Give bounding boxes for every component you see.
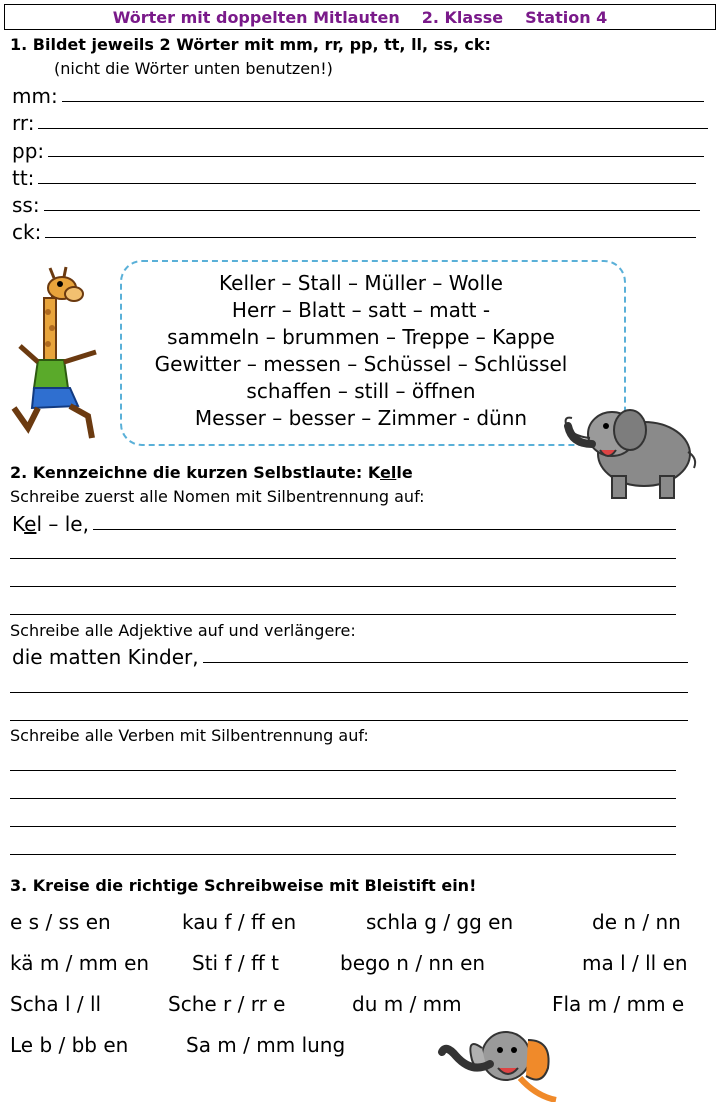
task1-subtitle: (nicht die Wörter unten benutzen!) — [54, 59, 333, 78]
adjectives-example-line[interactable] — [12, 643, 688, 669]
answer-line[interactable] — [10, 692, 688, 693]
station-label: Station 4 — [525, 7, 608, 27]
answer-line[interactable] — [10, 770, 676, 771]
answer-label: ss: — [12, 193, 40, 217]
spelling-option[interactable]: kä m / mm en — [10, 951, 150, 975]
answer-line[interactable] — [10, 558, 676, 559]
answer-line[interactable] — [10, 586, 676, 587]
task3-title: 3. Kreise die richtige Schreibweise mit Bleistift ein! — [10, 876, 477, 895]
word-list-line: Keller – Stall – Müller – Wolle — [219, 271, 503, 295]
spelling-option[interactable]: de n / nn — [592, 910, 681, 934]
nouns-example: Kel – le, — [12, 512, 89, 536]
word-list-line: Gewitter – messen – Schüssel – Schlüssel — [154, 352, 568, 376]
spelling-option[interactable]: kau f / ff en — [182, 910, 297, 934]
instruction-nouns: Schreibe zuerst alle Nomen mit Silbentrennung auf: — [10, 487, 425, 506]
worksheet-title: Wörter mit doppelten Mitlauten — [112, 7, 400, 27]
answer-label: pp: — [12, 139, 45, 163]
answer-line-ck[interactable] — [12, 218, 696, 244]
spelling-option[interactable]: schla g / gg en — [366, 910, 514, 934]
nouns-example-line[interactable] — [12, 510, 676, 536]
instruction-adjectives: Schreibe alle Adjektive auf und verlängere: — [10, 621, 356, 640]
answer-line[interactable] — [10, 854, 676, 855]
answer-label: tt: — [12, 166, 35, 190]
spelling-option[interactable]: Sche r / rr e — [168, 992, 286, 1016]
word-list-line: schaffen – still – öffnen — [246, 379, 476, 403]
word-list-line: Messer – besser – Zimmer - dünn — [194, 406, 528, 430]
word-list — [120, 270, 602, 432]
spelling-option[interactable]: bego n / nn en — [340, 951, 486, 975]
answer-line[interactable] — [10, 798, 676, 799]
spelling-option[interactable]: du m / mm — [352, 992, 462, 1016]
answer-line-tt[interactable] — [12, 164, 696, 190]
answer-line[interactable] — [10, 720, 688, 721]
spelling-option[interactable]: e s / ss en — [10, 910, 111, 934]
worksheet-header — [4, 4, 716, 30]
answer-line[interactable] — [10, 614, 676, 615]
answer-line-pp[interactable] — [12, 137, 704, 163]
spelling-option[interactable]: Le b / bb en — [10, 1033, 129, 1057]
instruction-verbs: Schreibe alle Verben mit Silbentrennung auf: — [10, 726, 369, 745]
word-list-line: Herr – Blatt – satt – matt - — [231, 298, 491, 322]
spelling-option[interactable]: Sti f / ff t — [192, 951, 279, 975]
elephant-small-illustration — [436, 1016, 566, 1102]
word-list-line: sammeln – brummen – Treppe – Kappe — [167, 325, 555, 349]
spelling-option[interactable]: Fla m / mm e — [552, 992, 685, 1016]
answer-line[interactable] — [10, 826, 676, 827]
spelling-option[interactable]: Sa m / mm lung — [186, 1033, 346, 1057]
adjectives-example: die matten Kinder, — [12, 645, 199, 669]
spelling-option[interactable]: ma l / ll en — [582, 951, 688, 975]
answer-line-rr[interactable] — [12, 109, 708, 135]
answer-label: mm: — [12, 84, 58, 108]
answer-label: ck: — [12, 220, 42, 244]
elephant-illustration — [560, 396, 700, 502]
spelling-option[interactable]: Scha l / ll — [10, 992, 102, 1016]
answer-line-mm[interactable] — [12, 82, 704, 108]
giraffe-illustration — [8, 266, 108, 446]
answer-label: rr: — [12, 111, 35, 135]
task2-title: 2. Kennzeichne die kurzen Selbstlaute: Kelle — [10, 463, 413, 482]
answer-line-ss[interactable] — [12, 191, 700, 217]
task1-title: 1. Bildet jeweils 2 Wörter mit mm, rr, pp, tt, ll, ss, ck: — [10, 35, 491, 54]
grade-label: 2. Klasse — [421, 7, 504, 27]
